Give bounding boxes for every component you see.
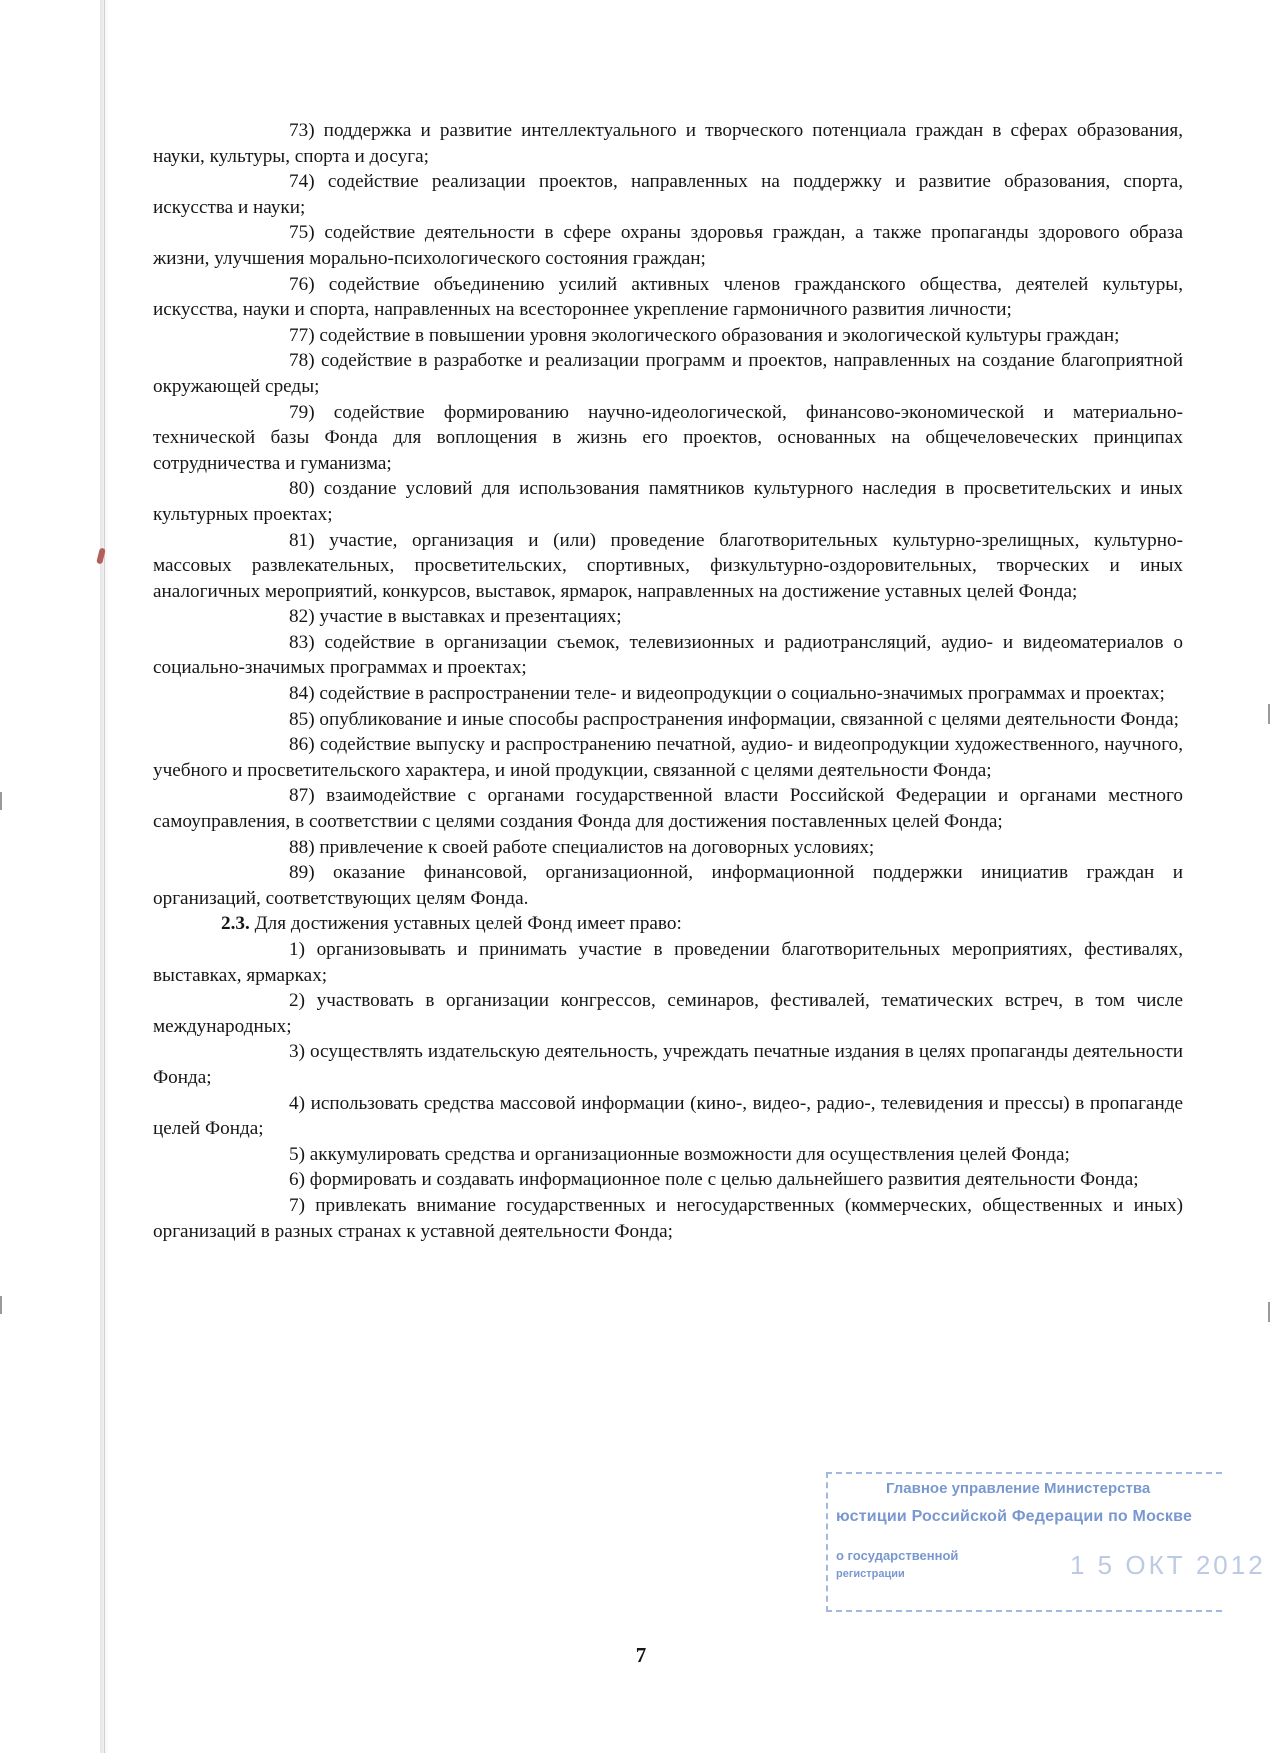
list-item [153, 400, 1183, 477]
list-item [153, 169, 1183, 220]
item-text: использовать средства массовой информации (кино-, видео-, радио-, телевидения и прессы) в пропаганде целей Фонда; [153, 1092, 1184, 1140]
item-number: 79) [289, 401, 315, 423]
list-item [153, 783, 1183, 834]
item-text: содействие объединению усилий активных членов гражданского общества, деятелей культуры, искусства, науки и спорта, направленных на всестороннее укрепление гармоничного развития личности; [153, 273, 1184, 321]
document-body [153, 118, 1183, 1244]
item-number: 86) [289, 734, 315, 756]
item-text: привлечение к своей работе специалистов на договорных условиях; [319, 836, 875, 858]
item-text: содействие выпуску и распространению печатной, аудио- и видеопродукции художественного, научного, учебного и просветительского характера, и иной продукции, связанной с целями деятельности Фонда; [153, 734, 1183, 781]
stamp-line-2: юстиции Российской Федерации по Москве [836, 1508, 1193, 1525]
item-number: 89) [289, 862, 315, 884]
page-number: 7 [635, 1643, 647, 1667]
stamp-line-1: Главное управление Министерства [886, 1480, 1151, 1497]
item-number: 2) [289, 990, 305, 1012]
list-item [153, 1193, 1183, 1244]
item-text: содействие в повышении уровня экологического образования и экологической культуры граждан; [319, 324, 1120, 346]
list-item [153, 476, 1183, 527]
list-item [153, 1091, 1183, 1142]
stamp-border-bottom [826, 1610, 1222, 1612]
list-item [153, 988, 1183, 1039]
item-text: привлекать внимание государственных и негосударственных (коммерческих, общественных и иных) организаций в разных странах к уставной деятельности Фонда; [153, 1194, 1184, 1242]
stamp-border-left [826, 1472, 828, 1612]
item-number: 84) [289, 683, 315, 705]
item-text: поддержка и развитие интеллектуального и творческого потенциала граждан в сферах образования, науки, культуры, спорта и досуга; [153, 120, 1184, 167]
item-text: содействие в организации съемок, телевизионных и радиотрансляций, аудио- и видеоматериалов о социально-значимых программах и проектах; [153, 631, 1184, 679]
item-text: организовывать и принимать участие в проведении благотворительных мероприятиях, фестивалях, выставках, ярмарках; [153, 939, 1183, 986]
item-number: 78) [289, 350, 315, 372]
section-text: Для достижения уставных целей Фонд имеет право: [254, 913, 682, 935]
item-number: 6) [289, 1169, 305, 1191]
list-item [153, 707, 1183, 733]
list-item [153, 348, 1183, 399]
item-number: 77) [289, 324, 315, 346]
item-number: 76) [289, 273, 315, 295]
activities-list [153, 118, 1183, 911]
item-text: осуществлять издательскую деятельность, учреждать печатные издания в целях пропаганды деятельности Фонда; [153, 1041, 1183, 1088]
scan-artifact-tick [0, 1296, 2, 1314]
stamp-border-top [826, 1472, 1222, 1474]
list-item [153, 860, 1183, 911]
item-text: содействие в распространении теле- и видеопродукции о социально-значимых программах и проектах; [319, 683, 1165, 705]
item-number: 3) [289, 1041, 305, 1063]
item-number: 87) [289, 785, 315, 807]
item-text: взаимодействие с органами государственной власти Российской Федерации и органами местного самоуправления, в соответствии с целями создания Фонда для достижения поставленных целей Фонда; [153, 785, 1183, 833]
stamp-date: 1 5 ОКТ 2012 [1070, 1550, 1266, 1580]
item-number: 1) [289, 939, 305, 960]
item-number: 80) [289, 478, 315, 500]
scan-artifact-tick [1268, 704, 1270, 724]
item-text: содействие деятельности в сфере охраны здоровья граждан, а также пропаганды здорового образа жизни, улучшения морально-психологического состояния граждан; [153, 222, 1183, 269]
item-text: содействие в разработке и реализации программ и проектов, направленных на создание благоприятной окружающей среды; [153, 350, 1183, 397]
item-number: 75) [289, 222, 315, 244]
item-number: 82) [289, 606, 315, 628]
item-text: участвовать в организации конгрессов, семинаров, фестивалей, тематических встреч, в том числе международных; [153, 990, 1183, 1037]
stamp-line-4: регистрации [836, 1568, 905, 1580]
item-text: содействие реализации проектов, направленных на поддержку и развитие образования, спорта, искусства и науки; [153, 171, 1184, 218]
item-number: 5) [289, 1143, 305, 1165]
item-text: участие в выставках и презентациях; [319, 606, 622, 628]
stamp-line-3: о государственной [836, 1548, 959, 1563]
item-number: 74) [289, 171, 315, 193]
list-item [153, 1167, 1183, 1193]
section-heading [153, 911, 1183, 937]
item-text: содействие формированию научно-идеологической, финансово-экономической и материально-технической базы Фонда для воплощения в жизнь его проектов, основанных на общечеловеческих принципах сотрудничества и гуманизма; [153, 401, 1183, 474]
list-item [153, 323, 1183, 349]
list-item [153, 937, 1183, 988]
item-number: 4) [289, 1092, 305, 1114]
list-item [153, 528, 1183, 605]
list-item [153, 1142, 1183, 1168]
list-item [153, 681, 1183, 707]
item-text: аккумулировать средства и организационные возможности для осуществления целей Фонда; [309, 1143, 1070, 1165]
list-item [153, 630, 1183, 681]
list-item [153, 604, 1183, 630]
item-number: 85) [289, 708, 315, 730]
list-item [153, 1039, 1183, 1090]
item-number: 88) [289, 836, 315, 858]
item-text: оказание финансовой, организационной, информационной поддержки инициатив граждан и организаций, соответствующих целям Фонда. [153, 862, 1183, 909]
list-item [153, 732, 1183, 783]
item-number: 81) [289, 529, 315, 551]
item-text: создание условий для использования памятников культурного наследия в просветительских и иных культурных проектах; [153, 478, 1183, 525]
item-text: формировать и создавать информационное поле с целью дальнейшего развития деятельности Фонда; [309, 1169, 1139, 1191]
registration-stamp [826, 1472, 1266, 1612]
list-item [153, 272, 1183, 323]
item-number: 7) [289, 1194, 305, 1216]
rights-list [153, 937, 1183, 1244]
list-item [153, 118, 1183, 169]
item-number: 73) [289, 120, 315, 141]
item-number: 83) [289, 631, 315, 653]
item-text: участие, организация и (или) проведение благотворительных культурно-зрелищных, культурно-массовых развлекательных, просветительских, спортивных, физкультурно-оздоровительных, творческих и иных аналогичных мероприятий, конкурсов, выставок, ярмарок, направленных на достижение уставных целей Фонда; [153, 529, 1184, 602]
list-item [153, 835, 1183, 861]
section-number: 2.3. [221, 913, 250, 935]
list-item [153, 220, 1183, 271]
scan-artifact-tick [0, 792, 2, 810]
item-text: опубликование и иные способы распространения информации, связанной с целями деятельности Фонда; [319, 708, 1179, 730]
scan-artifact-tick [1268, 1302, 1270, 1322]
scan-edge-line [104, 0, 105, 1753]
